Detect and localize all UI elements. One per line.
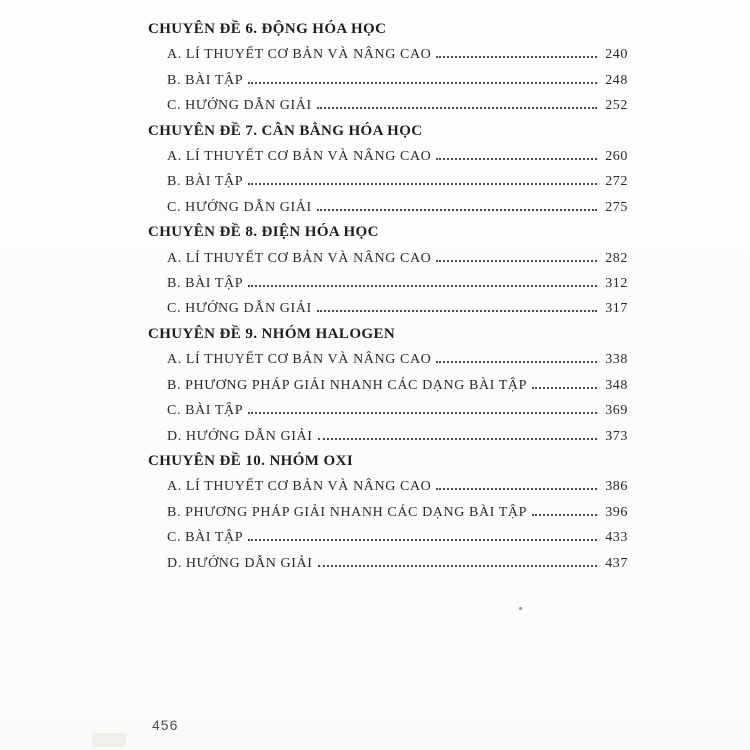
toc-entry-page: 338 — [605, 352, 628, 368]
toc-entry-page: 272 — [605, 174, 628, 190]
toc-entry-page: 396 — [605, 504, 628, 520]
toc-entry — [148, 500, 628, 525]
scan-speck — [519, 607, 522, 610]
dotted-leader — [532, 514, 597, 516]
toc-entry-page: 312 — [605, 276, 628, 292]
toc-entry — [148, 424, 628, 449]
toc-entry-label: A. LÍ THUYẾT CƠ BẢN VÀ NÂNG CAO — [167, 479, 432, 495]
toc-entry-page: 369 — [605, 403, 628, 419]
dotted-leader — [532, 387, 597, 389]
scan-smudge — [92, 733, 126, 747]
toc-entry-label: B. BÀI TẬP — [167, 276, 244, 292]
toc-entry-label: C. HƯỚNG DẪN GIẢI — [167, 98, 312, 114]
dotted-leader — [248, 412, 597, 414]
toc-entry — [148, 373, 628, 398]
toc-section-7 — [148, 119, 628, 221]
toc-entry-label: D. HƯỚNG DẪN GIẢI — [167, 428, 313, 444]
dotted-leader — [248, 82, 597, 84]
toc-entry-label: A. LÍ THUYẾT CƠ BẢN VÀ NÂNG CAO — [167, 47, 432, 63]
dotted-leader — [317, 209, 597, 211]
toc-entry — [148, 398, 628, 423]
dotted-leader — [436, 361, 597, 363]
toc-section-9 — [148, 322, 628, 449]
toc-entry — [148, 144, 628, 169]
toc-entry-label: A. LÍ THUYẾT CƠ BẢN VÀ NÂNG CAO — [167, 352, 432, 368]
toc-entry-label: B. BÀI TẬP — [167, 72, 244, 88]
toc-entry — [148, 551, 628, 576]
toc-section-6 — [148, 17, 628, 119]
dotted-leader — [248, 183, 597, 185]
toc-entry-label: C. HƯỚNG DẪN GIẢI — [167, 199, 312, 215]
toc-entry — [148, 474, 628, 499]
toc-entry-label: C. BÀI TẬP — [167, 403, 244, 419]
toc-entry-label: B. PHƯƠNG PHÁP GIẢI NHANH CÁC DẠNG BÀI TẬP — [167, 377, 528, 393]
toc-entry-page: 373 — [605, 428, 628, 444]
dotted-leader — [436, 488, 597, 490]
toc-entry-page: 260 — [605, 149, 628, 165]
toc-entry-page: 282 — [605, 250, 628, 266]
toc-section-title: CHUYÊN ĐỀ 9. NHÓM HALOGEN — [148, 325, 396, 342]
toc-section-title: CHUYÊN ĐỀ 6. ĐỘNG HÓA HỌC — [148, 21, 387, 37]
toc-entry-page: 386 — [605, 479, 628, 495]
toc-entry-page: 437 — [605, 555, 628, 571]
dotted-leader — [436, 158, 597, 160]
toc-entry-page: 433 — [605, 530, 628, 546]
toc-entry-page: 348 — [605, 377, 628, 393]
toc-entry — [148, 195, 628, 220]
toc-section-title: CHUYÊN ĐỀ 8. ĐIỆN HÓA HỌC — [148, 224, 379, 241]
toc-entry-label: A. LÍ THUYẾT CƠ BẢN VÀ NÂNG CAO — [167, 250, 432, 266]
toc-entry — [148, 347, 628, 372]
toc-section-8 — [148, 220, 628, 322]
toc-entry — [148, 169, 628, 194]
dotted-leader — [318, 565, 598, 567]
toc-section-title: CHUYÊN ĐỀ 7. CÂN BẰNG HÓA HỌC — [148, 122, 423, 139]
toc-entry-page: 317 — [605, 301, 628, 317]
toc-entry-label: D. HƯỚNG DẪN GIẢI — [167, 555, 313, 571]
toc-entry-label: A. LÍ THUYẾT CƠ BẢN VÀ NÂNG CAO — [167, 149, 432, 165]
toc-entry-page: 252 — [605, 98, 628, 114]
dotted-leader — [318, 438, 598, 440]
dotted-leader — [317, 310, 597, 312]
toc-entry — [148, 525, 628, 550]
toc-entry — [148, 246, 628, 271]
dotted-leader — [436, 56, 597, 58]
table-of-contents — [148, 17, 628, 576]
toc-entry-label: C. BÀI TẬP — [167, 530, 244, 546]
dotted-leader — [248, 539, 597, 541]
toc-entry-label: B. BÀI TẬP — [167, 174, 244, 190]
toc-entry — [148, 93, 628, 118]
toc-entry — [148, 42, 628, 67]
toc-entry — [148, 68, 628, 93]
toc-section-10 — [148, 449, 628, 576]
dotted-leader — [317, 107, 597, 109]
toc-entry-page: 240 — [605, 47, 628, 63]
toc-entry-label: C. HƯỚNG DẪN GIẢI — [167, 301, 312, 317]
dotted-leader — [436, 260, 597, 262]
toc-entry — [148, 271, 628, 296]
toc-entry-page: 275 — [605, 199, 628, 215]
toc-entry-page: 248 — [605, 72, 628, 88]
toc-entry — [148, 296, 628, 321]
toc-entry-label: B. PHƯƠNG PHÁP GIẢI NHANH CÁC DẠNG BÀI TẬP — [167, 504, 528, 520]
page-number: 456 — [152, 717, 179, 733]
dotted-leader — [248, 285, 597, 287]
toc-section-title: CHUYÊN ĐỀ 10. NHÓM OXI — [148, 452, 354, 469]
